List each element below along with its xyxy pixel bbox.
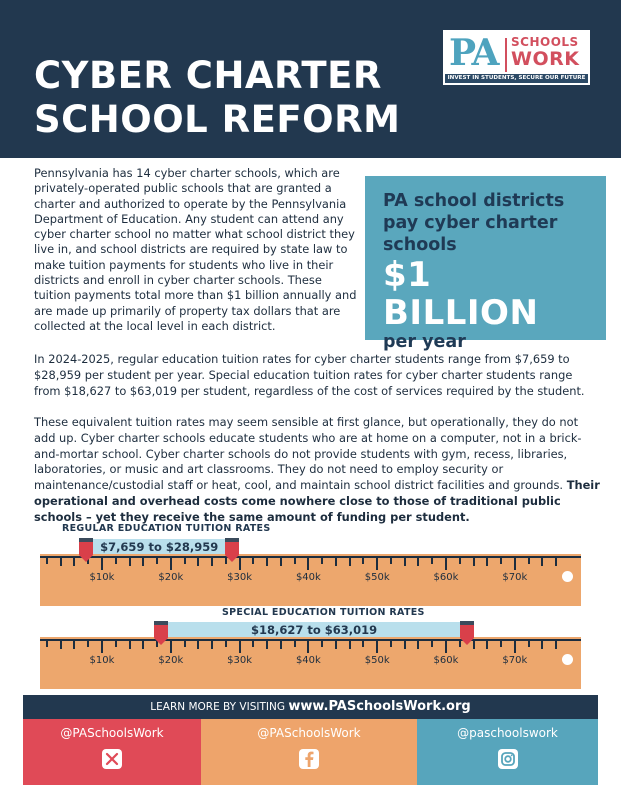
facebook-icon[interactable] — [299, 749, 319, 769]
logo-work-text: WORK — [511, 48, 580, 70]
regular-tick — [307, 557, 309, 570]
regular-tick-label: $50k — [364, 572, 390, 583]
page-title — [34, 54, 400, 142]
regular-ruler-hole — [562, 571, 573, 582]
special-tick — [60, 640, 62, 649]
regular-tick — [321, 557, 323, 564]
special-tick — [197, 640, 199, 649]
special-tick-label: $70k — [502, 655, 528, 666]
logo-tagline: INVEST IN STUDENTS, SECURE OUR FUTURE — [445, 74, 588, 83]
logo-divider — [505, 38, 507, 72]
special-tick — [266, 640, 268, 649]
special-tick — [73, 640, 75, 649]
special-tick — [528, 640, 530, 647]
regular-min-marker — [79, 538, 93, 562]
regular-tick — [349, 557, 351, 566]
special-tick — [541, 640, 543, 649]
special-tick — [225, 640, 227, 647]
special-education-ruler — [40, 637, 581, 689]
pa-schools-work-logo — [443, 30, 590, 85]
callout-per-year: per year — [383, 332, 466, 352]
special-min-marker — [154, 621, 168, 645]
regular-tick — [528, 557, 530, 564]
regular-tick — [115, 557, 117, 564]
special-tick — [142, 640, 144, 649]
special-tick — [294, 640, 296, 647]
special-tick — [280, 640, 282, 649]
special-tick — [431, 640, 433, 647]
special-tick — [129, 640, 131, 649]
regular-tick — [362, 557, 364, 564]
special-tick — [404, 640, 406, 649]
special-tick — [390, 640, 392, 647]
special-tick — [321, 640, 323, 647]
callout-text: PA school districts pay cyber charter schools — [383, 191, 565, 255]
logo-schools-text: SCHOOLS — [511, 35, 579, 49]
regular-tick-label: $10k — [89, 572, 115, 583]
regular-tick — [129, 557, 131, 566]
regular-tick-label: $30k — [227, 572, 253, 583]
operational-costs-bold: Their operational and overhead costs come nowhere close to those of traditional public schools – yet they receive the same amount of funding per student. — [34, 478, 600, 524]
regular-tick — [211, 557, 213, 566]
title-line-1: CYBER CHARTER — [34, 54, 382, 97]
special-tick — [239, 640, 241, 653]
special-tick — [349, 640, 351, 649]
special-tick — [514, 640, 516, 653]
special-tick — [184, 640, 186, 647]
regular-education-heading: REGULAR EDUCATION TUITION RATES — [62, 523, 271, 534]
x-icon[interactable] — [102, 749, 122, 769]
regular-tick — [252, 557, 254, 564]
special-range-label: $18,627 to $63,019 — [161, 622, 466, 639]
regular-tick — [473, 557, 475, 566]
special-tick — [307, 640, 309, 653]
special-tick — [115, 640, 117, 647]
x-handle: @PASchoolsWork — [60, 726, 164, 740]
regular-tick — [60, 557, 62, 566]
regular-tick — [46, 557, 48, 564]
regular-tick-label: $70k — [502, 572, 528, 583]
regular-tick — [197, 557, 199, 566]
regular-tick-label: $40k — [295, 572, 321, 583]
facebook-handle: @PASchoolsWork — [257, 726, 361, 740]
regular-tick-label: $60k — [433, 572, 459, 583]
regular-tick — [555, 557, 557, 566]
special-tick — [417, 640, 419, 649]
social-instagram[interactable] — [417, 719, 598, 785]
regular-tick — [486, 557, 488, 566]
regular-tick — [431, 557, 433, 564]
special-tick-label: $30k — [227, 655, 253, 666]
regular-education-ruler — [40, 554, 581, 606]
regular-tick — [376, 557, 378, 570]
special-tick — [445, 640, 447, 653]
callout-amount: $1 BILLION — [383, 255, 539, 333]
operational-costs-paragraph — [34, 415, 600, 526]
regular-tick — [266, 557, 268, 566]
special-tick-label: $40k — [295, 655, 321, 666]
special-education-heading: SPECIAL EDUCATION TUITION RATES — [222, 607, 425, 618]
special-tick — [362, 640, 364, 647]
special-tick — [87, 640, 89, 647]
special-tick — [555, 640, 557, 649]
special-tick — [101, 640, 103, 653]
special-tick-label: $20k — [158, 655, 184, 666]
instagram-icon[interactable] — [498, 749, 518, 769]
regular-tick — [390, 557, 392, 564]
special-tick — [252, 640, 254, 647]
regular-tick — [294, 557, 296, 564]
regular-tick — [101, 557, 103, 570]
regular-tick — [335, 557, 337, 566]
regular-tick — [170, 557, 172, 570]
special-tick — [500, 640, 502, 647]
social-facebook[interactable] — [201, 719, 417, 785]
social-x[interactable] — [23, 719, 201, 785]
regular-max-marker — [225, 538, 239, 562]
regular-tick — [184, 557, 186, 564]
header-banner — [0, 0, 621, 158]
special-tick — [335, 640, 337, 649]
regular-tick — [404, 557, 406, 566]
title-line-2: SCHOOL REFORM — [34, 98, 401, 141]
website-link[interactable]: www.PASchoolsWork.org — [288, 699, 471, 714]
billion-callout — [365, 176, 606, 352]
tuition-rates-paragraph: In 2024-2025, regular education tuition rates for cyber charter students range from $7,659 to $28,959 per student per year. Special education tuition rates for cyber charter students range from $18,627 to $63,019 per student, regardless of the cost of services required by the student. — [34, 352, 585, 398]
regular-tick — [156, 557, 158, 564]
regular-tick — [459, 557, 461, 564]
regular-tick — [280, 557, 282, 566]
regular-tick — [417, 557, 419, 566]
special-max-marker — [460, 621, 474, 645]
special-tick — [376, 640, 378, 653]
special-tick — [211, 640, 213, 649]
special-tick — [486, 640, 488, 649]
regular-tick — [500, 557, 502, 564]
instagram-handle: @paschoolswork — [457, 726, 558, 740]
learn-more-text: LEARN MORE BY VISITING — [150, 701, 285, 713]
special-tick-label: $60k — [433, 655, 459, 666]
special-tick-label: $50k — [364, 655, 390, 666]
special-tick — [46, 640, 48, 647]
regular-tick — [514, 557, 516, 570]
regular-tick — [142, 557, 144, 566]
regular-tick — [445, 557, 447, 570]
regular-range-label: $7,659 to $28,959 — [86, 539, 233, 556]
logo-pa-text: PA — [449, 32, 498, 74]
operational-costs-text: These equivalent tuition rates may seem sensible at first glance, but operationally, they do not add up. Cyber charter schools educate students who are at home on a computer, not in a brick-and-mortar school. Cyber charter schools do not provide students with gym, recess, libraries, laboratories, or music and art classrooms. They do not need to employ security or maintenance/custodial staff or heat, cool, and maintain school district facilities and grounds. — [34, 415, 582, 493]
regular-tick — [73, 557, 75, 566]
regular-tick-label: $20k — [158, 572, 184, 583]
special-tick-label: $10k — [89, 655, 115, 666]
special-ruler-hole — [562, 654, 573, 665]
special-tick — [170, 640, 172, 653]
intro-paragraph: Pennsylvania has 14 cyber charter schools, which are privately-operated public schools that are granted a charter and authorized to operate by the Pennsylvania Department of Education. Any student can attend any cyber charter school no matter what school district they live in, and school districts are required by state law to make tuition payments for students who live in their districts and enroll in cyber charter schools. These tuition payments total more than $1 billion annually and are made up primarily of property tax dollars that are collected at the local level in each district. — [34, 166, 357, 333]
learn-more-bar — [23, 695, 598, 719]
regular-tick — [541, 557, 543, 566]
